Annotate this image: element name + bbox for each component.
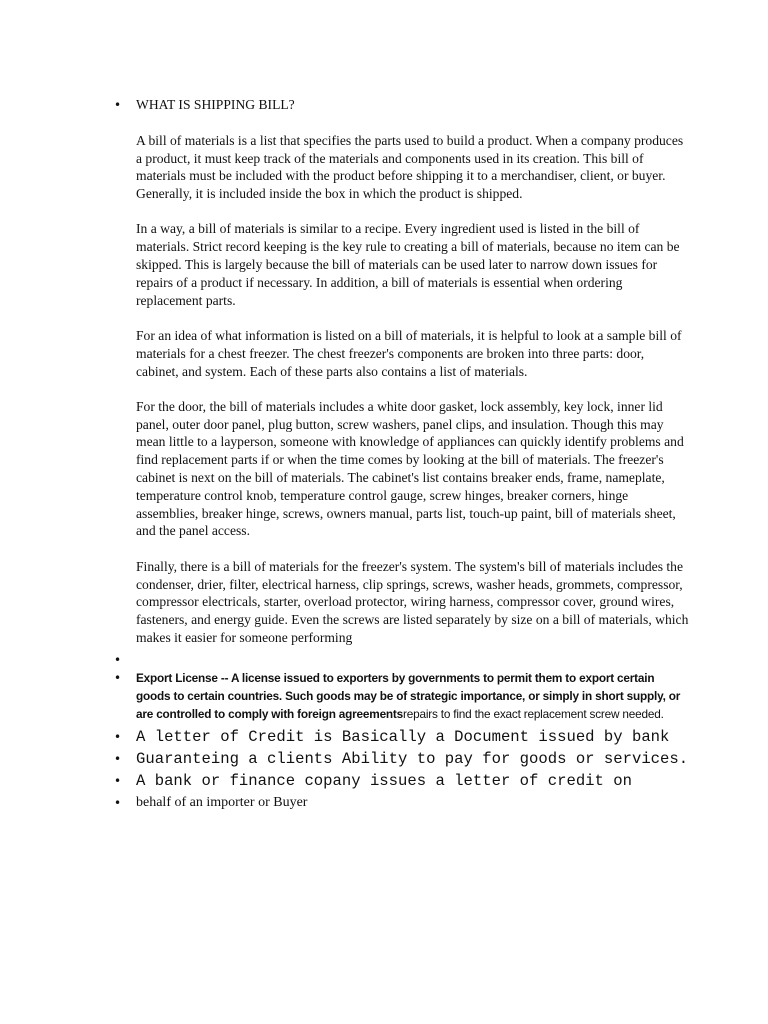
list-item-letter-of-credit [110,749,690,769]
list-item-empty [110,647,690,669]
list-item-buyer [110,793,690,813]
bullet-icon: • [114,795,122,810]
buyer-line: behalf of an importer or Buyer [136,794,308,810]
bullet-icon: • [114,670,121,685]
section-heading: WHAT IS SHIPPING BILL? [136,97,295,112]
paragraph: Finally, there is a bill of materials for the freezer's system. The system's bill of materials includes the condenser, drier, filter, electrical harness, clip springs, screws, washer heads, grommets, compressor, compressor electricals, starter, overload protector, wiring harness, compressor cover, ground wires, fasteners, and energy guide. Even the screws are listed separately by size on a bill of materials, which makes it easier for someone performing [136,558,689,645]
paragraph: For the door, the bill of materials includes a white door gasket, lock assembly, key lock, inner lid panel, outer door panel, plug button, screw washers, panel clips, and insulation. Though this may mean little to a layperson, someone with knowledge of appliances can quickly identify problems and find replacement parts if or when the time comes by looking at the bill of materials. The freezer's cabinet is next on the bill of materials. The cabinet's list contains breaker ends, frame, nameplate, temperature control knob, temperature control gauge, screw hinges, breaker corners, hinge assemblies, breaker hinge, screws, owners manual, parts list, touch-up paint, bill of materials sheet, and the panel access. [136,398,684,539]
list-item-export-license [110,669,690,723]
bullet-icon: • [114,98,122,112]
list-item-letter-of-credit [110,771,690,791]
list-item-shipping-bill [110,96,690,647]
bullet-list [110,96,690,813]
paragraph: In a way, a bill of materials is similar to a recipe. Every ingredient used is listed in the bill of materials. Strict record keeping is the key rule to creating a bill of materials, because no item can be skipped. This is largely because the bill of materials can be used later to narrow down issues for repairs of a product if necessary. In addition, a bill of materials is essential when ordering replacement parts. [136,221,680,308]
letter-of-credit-line: Guaranteing a clients Ability to pay for goods or services. [136,749,689,768]
bullet-icon: • [114,729,122,744]
export-license-continuation: repairs to find the exact replacement screw needed. [403,706,664,721]
list-item-letter-of-credit [110,727,690,747]
bullet-icon: • [114,773,122,788]
export-license-definition: Export License -- A license issued to exporters by governments to permit them to export certain goods to certain countries. Such goods may be of strategic importance, or simply in short supply, or are controlled to comply with foreign agreements [136,670,681,721]
letter-of-credit-line: A letter of Credit is Basically a Document issued by bank [136,727,670,746]
paragraph: A bill of materials is a list that specifies the parts used to build a product. When a company produces a product, it must keep track of the materials and components used in its creation. This bill of materials must be included with the product before shipping it to a merchandiser, client, or buyer. Generally, it is included inside the box in which the product is shipped. [136,132,684,202]
paragraph: For an idea of what information is listed on a bill of materials, it is helpful to look at a sample bill of materials for a chest freezer. The chest freezer's components are broken into three parts: door, cabinet, and system. Each of these parts also contains a list of materials. [136,327,682,379]
bullet-icon: • [114,652,122,667]
letter-of-credit-line: A bank or finance copany issues a letter of credit on [136,771,632,790]
bullet-icon: • [114,751,122,766]
